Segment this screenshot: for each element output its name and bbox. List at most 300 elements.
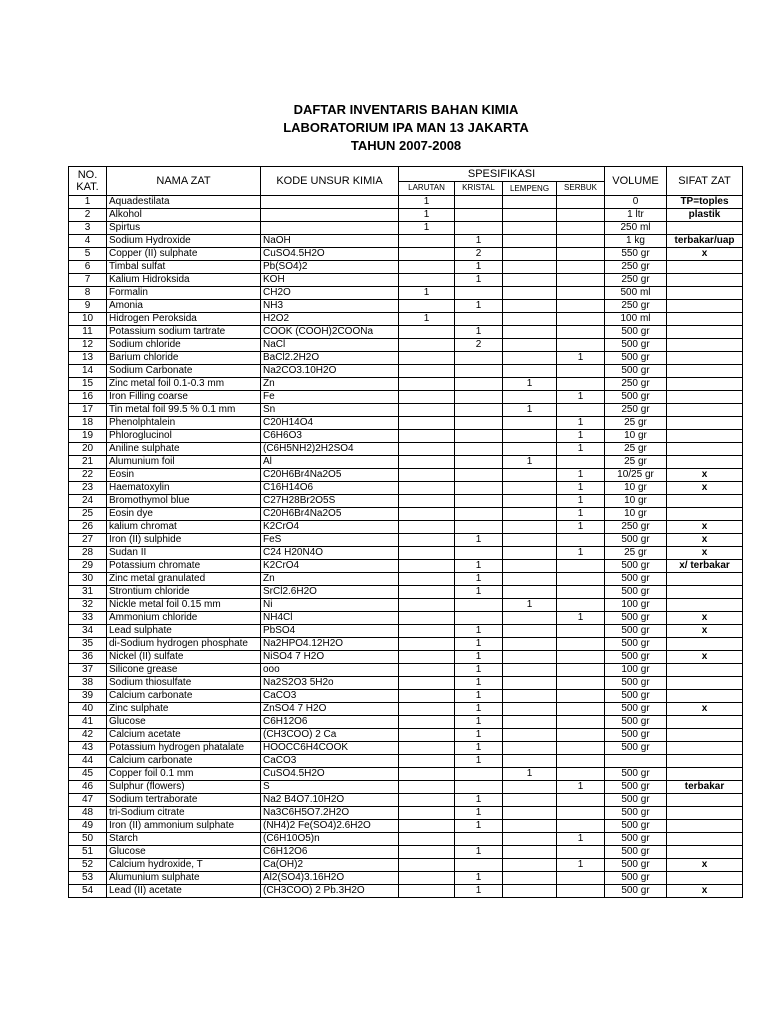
- cell-serbuk: [557, 872, 605, 885]
- cell-volume: 500 gr: [605, 625, 667, 638]
- header-serbuk: SERBUK: [557, 181, 605, 196]
- cell-nama: Sudan II: [107, 547, 261, 560]
- cell-kristal: 1: [455, 664, 503, 677]
- cell-serbuk: [557, 339, 605, 352]
- cell-lempeng: [503, 287, 557, 300]
- cell-kristal: [455, 417, 503, 430]
- cell-lempeng: [503, 846, 557, 859]
- cell-larutan: [399, 248, 455, 261]
- cell-no: 6: [69, 261, 107, 274]
- cell-no: 42: [69, 729, 107, 742]
- cell-volume: 100 gr: [605, 664, 667, 677]
- cell-nama: Silicone grease: [107, 664, 261, 677]
- cell-larutan: [399, 274, 455, 287]
- cell-nama: Barium chloride: [107, 352, 261, 365]
- cell-lempeng: [503, 430, 557, 443]
- cell-kristal: [455, 521, 503, 534]
- cell-kristal: [455, 196, 503, 209]
- cell-volume: 500 gr: [605, 560, 667, 573]
- cell-nama: Aquadestilata: [107, 196, 261, 209]
- cell-lempeng: [503, 248, 557, 261]
- cell-kristal: [455, 768, 503, 781]
- cell-larutan: [399, 560, 455, 573]
- table-row: [69, 794, 743, 807]
- page-footer-clipped: [0, 918, 768, 922]
- cell-serbuk: [557, 846, 605, 859]
- cell-no: 50: [69, 833, 107, 846]
- cell-nama: Zinc metal granulated: [107, 573, 261, 586]
- table-row: [69, 430, 743, 443]
- cell-volume: 10 gr: [605, 495, 667, 508]
- table-row: [69, 521, 743, 534]
- cell-kode: SrCl2.6H2O: [261, 586, 399, 599]
- cell-kode: Fe: [261, 391, 399, 404]
- cell-no: 11: [69, 326, 107, 339]
- cell-lempeng: [503, 222, 557, 235]
- cell-lempeng: [503, 794, 557, 807]
- cell-lempeng: [503, 482, 557, 495]
- cell-no: 2: [69, 209, 107, 222]
- cell-serbuk: [557, 222, 605, 235]
- cell-lempeng: [503, 872, 557, 885]
- cell-larutan: [399, 404, 455, 417]
- cell-kristal: 1: [455, 326, 503, 339]
- cell-sifat: [667, 274, 743, 287]
- cell-kristal: [455, 859, 503, 872]
- cell-volume: 500 gr: [605, 859, 667, 872]
- cell-lempeng: [503, 209, 557, 222]
- header-lempeng: LEMPENG: [503, 181, 557, 196]
- cell-serbuk: [557, 820, 605, 833]
- cell-kristal: 1: [455, 677, 503, 690]
- cell-larutan: [399, 352, 455, 365]
- cell-no: 51: [69, 846, 107, 859]
- table-row: [69, 547, 743, 560]
- cell-nama: Sodium Hydroxide: [107, 235, 261, 248]
- cell-kristal: [455, 430, 503, 443]
- cell-no: 40: [69, 703, 107, 716]
- cell-sifat: [667, 300, 743, 313]
- cell-kristal: 1: [455, 300, 503, 313]
- cell-serbuk: 1: [557, 482, 605, 495]
- cell-lempeng: [503, 469, 557, 482]
- cell-nama: Lead sulphate: [107, 625, 261, 638]
- cell-nama: Nickle metal foil 0.15 mm: [107, 599, 261, 612]
- cell-nama: Zinc sulphate: [107, 703, 261, 716]
- table-row: [69, 703, 743, 716]
- cell-kristal: 1: [455, 261, 503, 274]
- cell-no: 15: [69, 378, 107, 391]
- cell-kode: Ca(OH)2: [261, 859, 399, 872]
- cell-sifat: [667, 742, 743, 755]
- cell-sifat: terbakar: [667, 781, 743, 794]
- header-larutan: LARUTAN: [399, 181, 455, 196]
- cell-lempeng: [503, 274, 557, 287]
- cell-kristal: 1: [455, 807, 503, 820]
- cell-volume: 500 gr: [605, 352, 667, 365]
- cell-kristal: 1: [455, 820, 503, 833]
- cell-no: 13: [69, 352, 107, 365]
- header-volume: VOLUME: [605, 167, 667, 196]
- cell-volume: 500 gr: [605, 365, 667, 378]
- cell-kode: Ni: [261, 599, 399, 612]
- table-row: [69, 352, 743, 365]
- cell-kode: [261, 196, 399, 209]
- cell-no: 41: [69, 716, 107, 729]
- cell-no: 18: [69, 417, 107, 430]
- cell-serbuk: [557, 209, 605, 222]
- cell-larutan: 1: [399, 287, 455, 300]
- cell-lempeng: [503, 651, 557, 664]
- table-row: [69, 365, 743, 378]
- cell-volume: 100 ml: [605, 313, 667, 326]
- cell-serbuk: [557, 716, 605, 729]
- cell-no: 39: [69, 690, 107, 703]
- cell-sifat: [667, 326, 743, 339]
- cell-kristal: [455, 391, 503, 404]
- cell-sifat: x: [667, 521, 743, 534]
- cell-lempeng: [503, 261, 557, 274]
- cell-volume: 500 gr: [605, 794, 667, 807]
- cell-serbuk: 1: [557, 612, 605, 625]
- cell-volume: 500 gr: [605, 742, 667, 755]
- cell-lempeng: [503, 677, 557, 690]
- cell-kristal: [455, 404, 503, 417]
- cell-volume: 250 ml: [605, 222, 667, 235]
- table-row: [69, 599, 743, 612]
- cell-kristal: 1: [455, 625, 503, 638]
- cell-no: 26: [69, 521, 107, 534]
- cell-kode: [261, 222, 399, 235]
- cell-larutan: [399, 820, 455, 833]
- table-row: [69, 417, 743, 430]
- table-row: [69, 820, 743, 833]
- table-row: [69, 781, 743, 794]
- cell-volume: 10/25 gr: [605, 469, 667, 482]
- cell-nama: Sodium chloride: [107, 339, 261, 352]
- table-row: [69, 235, 743, 248]
- table-row: [69, 859, 743, 872]
- cell-kristal: [455, 508, 503, 521]
- cell-serbuk: [557, 807, 605, 820]
- cell-no: 9: [69, 300, 107, 313]
- cell-kristal: 1: [455, 885, 503, 898]
- cell-kristal: [455, 495, 503, 508]
- table-row: [69, 729, 743, 742]
- cell-kristal: 1: [455, 586, 503, 599]
- cell-serbuk: 1: [557, 521, 605, 534]
- cell-no: 29: [69, 560, 107, 573]
- cell-volume: 500 gr: [605, 690, 667, 703]
- table-row: [69, 664, 743, 677]
- cell-larutan: [399, 482, 455, 495]
- cell-volume: 500 gr: [605, 612, 667, 625]
- cell-serbuk: [557, 742, 605, 755]
- cell-nama: Sodium tertraborate: [107, 794, 261, 807]
- cell-lempeng: 1: [503, 599, 557, 612]
- cell-nama: Iron (II) sulphide: [107, 534, 261, 547]
- cell-lempeng: [503, 612, 557, 625]
- cell-serbuk: [557, 755, 605, 768]
- cell-larutan: [399, 781, 455, 794]
- cell-serbuk: [557, 690, 605, 703]
- cell-larutan: [399, 365, 455, 378]
- cell-sifat: [667, 716, 743, 729]
- cell-sifat: [667, 287, 743, 300]
- cell-larutan: [399, 638, 455, 651]
- cell-sifat: [667, 729, 743, 742]
- cell-no: 48: [69, 807, 107, 820]
- cell-volume: 25 gr: [605, 456, 667, 469]
- cell-lempeng: [503, 716, 557, 729]
- cell-kode: NH3: [261, 300, 399, 313]
- cell-lempeng: [503, 664, 557, 677]
- cell-nama: tri-Sodium citrate: [107, 807, 261, 820]
- cell-kode: C16H14O6: [261, 482, 399, 495]
- cell-kristal: [455, 469, 503, 482]
- cell-sifat: x: [667, 651, 743, 664]
- cell-larutan: [399, 547, 455, 560]
- cell-kode: (NH4)2 Fe(SO4)2.6H2O: [261, 820, 399, 833]
- cell-nama: Starch: [107, 833, 261, 846]
- cell-no: 47: [69, 794, 107, 807]
- cell-serbuk: [557, 703, 605, 716]
- cell-serbuk: 1: [557, 417, 605, 430]
- cell-larutan: [399, 534, 455, 547]
- cell-volume: 550 gr: [605, 248, 667, 261]
- cell-sifat: [667, 846, 743, 859]
- cell-lempeng: [503, 508, 557, 521]
- cell-sifat: terbakar/uap: [667, 235, 743, 248]
- cell-larutan: [399, 300, 455, 313]
- cell-sifat: [667, 365, 743, 378]
- cell-lempeng: [503, 521, 557, 534]
- cell-serbuk: [557, 261, 605, 274]
- cell-serbuk: [557, 885, 605, 898]
- cell-sifat: [667, 456, 743, 469]
- table-row: [69, 482, 743, 495]
- cell-larutan: [399, 443, 455, 456]
- cell-lempeng: 1: [503, 768, 557, 781]
- cell-serbuk: [557, 365, 605, 378]
- cell-larutan: [399, 833, 455, 846]
- cell-sifat: [667, 872, 743, 885]
- cell-nama: Bromothymol blue: [107, 495, 261, 508]
- cell-no: 53: [69, 872, 107, 885]
- cell-no: 22: [69, 469, 107, 482]
- table-row: [69, 326, 743, 339]
- cell-kristal: [455, 222, 503, 235]
- cell-kristal: 1: [455, 846, 503, 859]
- table-row: [69, 872, 743, 885]
- cell-sifat: x/ terbakar: [667, 560, 743, 573]
- table-row: [69, 807, 743, 820]
- table-row: [69, 378, 743, 391]
- cell-lempeng: [503, 352, 557, 365]
- cell-kode: CuSO4.5H2O: [261, 768, 399, 781]
- cell-serbuk: [557, 404, 605, 417]
- cell-larutan: [399, 586, 455, 599]
- cell-volume: 500 gr: [605, 885, 667, 898]
- cell-serbuk: [557, 274, 605, 287]
- table-row: [69, 846, 743, 859]
- cell-sifat: [667, 794, 743, 807]
- cell-no: 4: [69, 235, 107, 248]
- cell-nama: Spirtus: [107, 222, 261, 235]
- cell-larutan: [399, 417, 455, 430]
- cell-no: 20: [69, 443, 107, 456]
- cell-no: 25: [69, 508, 107, 521]
- cell-sifat: [667, 352, 743, 365]
- cell-volume: 500 gr: [605, 391, 667, 404]
- table-row: [69, 261, 743, 274]
- cell-kode: (CH3COO) 2 Ca: [261, 729, 399, 742]
- cell-volume: 500 gr: [605, 573, 667, 586]
- cell-kristal: 1: [455, 638, 503, 651]
- cell-volume: 100 gr: [605, 599, 667, 612]
- table-row: [69, 885, 743, 898]
- cell-kode: C20H6Br4Na2O5: [261, 469, 399, 482]
- cell-lempeng: [503, 807, 557, 820]
- table-row: [69, 677, 743, 690]
- cell-no: 1: [69, 196, 107, 209]
- cell-larutan: [399, 846, 455, 859]
- cell-kristal: 1: [455, 794, 503, 807]
- cell-serbuk: 1: [557, 833, 605, 846]
- cell-serbuk: 1: [557, 495, 605, 508]
- table-row: [69, 768, 743, 781]
- cell-kode: NaOH: [261, 235, 399, 248]
- cell-serbuk: [557, 326, 605, 339]
- cell-sifat: [667, 404, 743, 417]
- cell-kode: C20H6Br4Na2O5: [261, 508, 399, 521]
- cell-serbuk: [557, 664, 605, 677]
- header-kristal: KRISTAL: [455, 181, 503, 196]
- cell-kristal: [455, 443, 503, 456]
- table-row: [69, 755, 743, 768]
- table-row: [69, 612, 743, 625]
- cell-nama: Eosin dye: [107, 508, 261, 521]
- cell-serbuk: [557, 586, 605, 599]
- cell-volume: 250 gr: [605, 404, 667, 417]
- table-row: [69, 651, 743, 664]
- cell-sifat: x: [667, 534, 743, 547]
- cell-nama: Eosin: [107, 469, 261, 482]
- cell-lempeng: [503, 560, 557, 573]
- table-row: [69, 625, 743, 638]
- cell-sifat: [667, 807, 743, 820]
- cell-serbuk: 1: [557, 469, 605, 482]
- cell-serbuk: [557, 768, 605, 781]
- cell-lempeng: [503, 573, 557, 586]
- cell-lempeng: [503, 742, 557, 755]
- cell-kristal: [455, 209, 503, 222]
- cell-larutan: [399, 768, 455, 781]
- cell-lempeng: [503, 313, 557, 326]
- cell-serbuk: [557, 651, 605, 664]
- cell-larutan: [399, 495, 455, 508]
- cell-no: 34: [69, 625, 107, 638]
- cell-sifat: x: [667, 703, 743, 716]
- cell-larutan: [399, 469, 455, 482]
- cell-lempeng: [503, 300, 557, 313]
- cell-kristal: [455, 599, 503, 612]
- cell-serbuk: [557, 729, 605, 742]
- cell-larutan: [399, 872, 455, 885]
- cell-no: 44: [69, 755, 107, 768]
- cell-lempeng: [503, 703, 557, 716]
- cell-serbuk: [557, 456, 605, 469]
- table-row: [69, 209, 743, 222]
- cell-kode: C6H6O3: [261, 430, 399, 443]
- cell-sifat: [667, 677, 743, 690]
- cell-no: 52: [69, 859, 107, 872]
- cell-serbuk: [557, 287, 605, 300]
- header-kode: KODE UNSUR KIMIA: [261, 167, 399, 196]
- cell-kristal: 2: [455, 248, 503, 261]
- cell-serbuk: [557, 196, 605, 209]
- cell-nama: Alumunium foil: [107, 456, 261, 469]
- cell-kode: FeS: [261, 534, 399, 547]
- cell-sifat: x: [667, 547, 743, 560]
- table-row: [69, 222, 743, 235]
- cell-no: 19: [69, 430, 107, 443]
- cell-volume: 1 ltr: [605, 209, 667, 222]
- cell-serbuk: 1: [557, 443, 605, 456]
- cell-nama: Copper foil 0.1 mm: [107, 768, 261, 781]
- cell-kode: (C6H5NH2)2H2SO4: [261, 443, 399, 456]
- cell-larutan: [399, 573, 455, 586]
- cell-larutan: [399, 794, 455, 807]
- cell-lempeng: [503, 638, 557, 651]
- cell-kode: Na2HPO4.12H2O: [261, 638, 399, 651]
- cell-kristal: 1: [455, 690, 503, 703]
- header-no: NO. KAT.: [69, 167, 107, 196]
- cell-larutan: 1: [399, 209, 455, 222]
- cell-volume: 500 gr: [605, 339, 667, 352]
- cell-sifat: [667, 261, 743, 274]
- cell-serbuk: [557, 573, 605, 586]
- cell-sifat: [667, 391, 743, 404]
- cell-kode: CaCO3: [261, 690, 399, 703]
- cell-sifat: [667, 495, 743, 508]
- cell-volume: 500 gr: [605, 820, 667, 833]
- table-row: [69, 196, 743, 209]
- cell-lempeng: [503, 417, 557, 430]
- cell-lempeng: [503, 534, 557, 547]
- cell-no: 24: [69, 495, 107, 508]
- cell-volume: 500 gr: [605, 807, 667, 820]
- cell-larutan: [399, 651, 455, 664]
- cell-no: 7: [69, 274, 107, 287]
- cell-kristal: [455, 456, 503, 469]
- cell-nama: Haematoxylin: [107, 482, 261, 495]
- cell-volume: 500 gr: [605, 716, 667, 729]
- cell-volume: 10 gr: [605, 508, 667, 521]
- cell-kode: (CH3COO) 2 Pb.3H2O: [261, 885, 399, 898]
- cell-kode: K2CrO4: [261, 521, 399, 534]
- cell-lempeng: 1: [503, 378, 557, 391]
- cell-kode: NaCl: [261, 339, 399, 352]
- cell-kristal: 1: [455, 573, 503, 586]
- cell-kristal: 1: [455, 235, 503, 248]
- cell-no: 31: [69, 586, 107, 599]
- cell-sifat: [667, 443, 743, 456]
- table-row: [69, 586, 743, 599]
- cell-serbuk: [557, 560, 605, 573]
- cell-no: 27: [69, 534, 107, 547]
- cell-no: 33: [69, 612, 107, 625]
